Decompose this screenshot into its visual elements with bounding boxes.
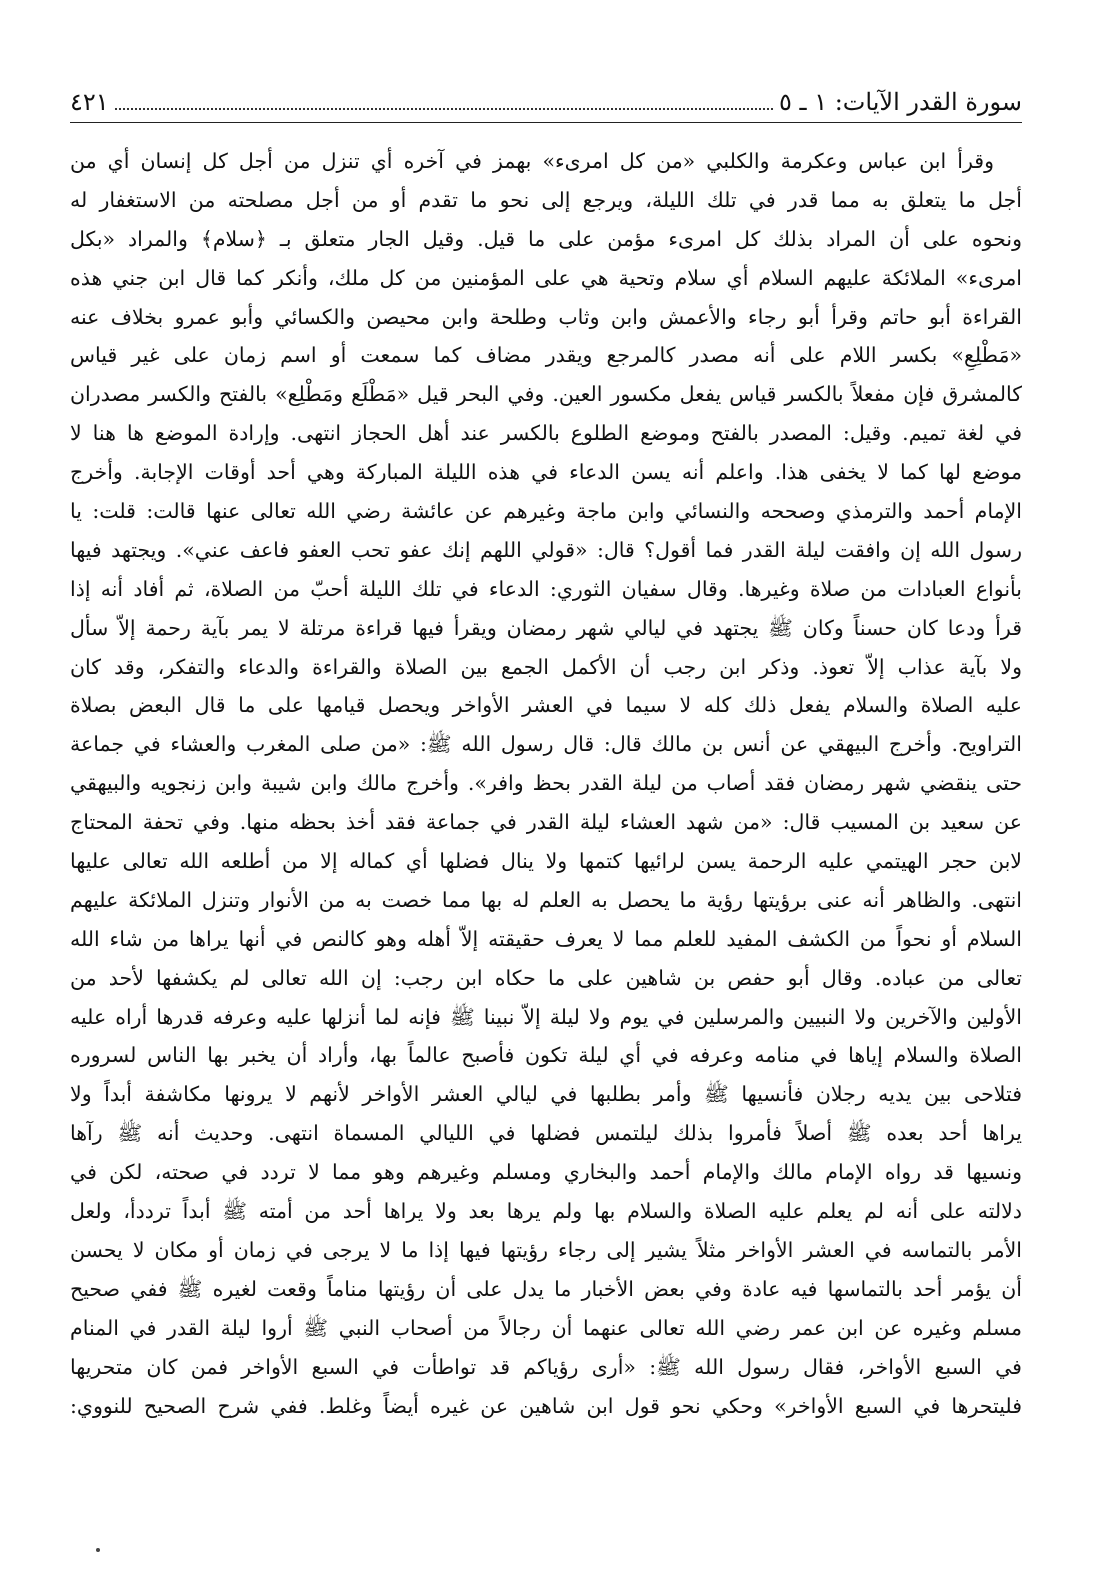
text-line: السلام أو نحواً من الكشف المفيد للعلم مما لا يعرف حقيقته إلاّ أهله وهو كالنص في أنها يراها من شاء الله (70, 926, 1022, 951)
dotted-leader (115, 94, 773, 110)
text-line: حتى ينقضي شهر رمضان فقد أصاب من ليلة القدر بحظ وافر». وأخرج مالك وابن شيبة وابن زنجويه والبيهقي (70, 771, 1022, 796)
text-line: وقرأ ابن عباس وعكرمة والكلبي «من كل امرىء» بهمز في آخره أي تنزل من أجل كل إنسان أي من (70, 149, 994, 173)
text-line: الإمام أحمد والترمذي وصححه والنسائي وابن ماجة وغيرهم عن عائشة رضي الله تعالى عنها قالت: قلت: يا (70, 499, 1022, 524)
text-line: لابن حجر الهيتمي عليه الرحمة يسن لرائيها كتمها ولا ينال فضلها أي كماله إلا من أطلعه الله تعالى عليها (70, 849, 1022, 874)
text-line: يراها أحد بعده ﷺ أصلاً فأمروا بذلك ليلتمس فضلها في الليالي المسماة انتهى. وحديث أنه ﷺ رآها (70, 1121, 1022, 1146)
body-text (70, 142, 1022, 1425)
text-line: في السبع الأواخر، فقال رسول الله ﷺ: «أرى رؤياكم قد تواطأت في السبع الأواخر فمن كان متحريها (70, 1354, 1022, 1379)
running-header (70, 82, 1022, 123)
text-line: القراءة أبو حاتم وقرأ أبو رجاء والأعمش وابن وثاب وطلحة وابن محيصن والكسائي وأبو عمرو بخلاف عنه (70, 304, 1022, 329)
text-line: فتلاحى بين يديه رجلان فأنسيها ﷺ وأمر بطلبها في ليالي العشر الأواخر لأنهم لا يرونها مكاشفة أبداً ولا (70, 1082, 1022, 1107)
page-number: ٤٢١ (70, 88, 109, 116)
text-line: رسول الله إن وافقت ليلة القدر فما أقول؟ قال: «قولي اللهم إنك عفو تحب العفو فاعف عني». ويجتهد فيها (70, 537, 1022, 562)
text-line: امرىء» الملائكة عليهم السلام أي سلام وتحية هي على المؤمنين من كل ملك، وأنكر كما قال ابن جني هذه (70, 265, 1022, 290)
text-line: الصلاة والسلام إياها في منامه وعرفه في أي ليلة تكون فأصبح عالماً بها، وأراد أن يخبر بها الناس لسروره (70, 1043, 1022, 1068)
text-line: كالمشرق فإن مفعلاً بالكسر قياس يفعل مكسور العين. وفي البحر قيل «مَطْلَع ومَطْلِع» بالفتح والكسر مصدران (70, 382, 1022, 407)
text-line: دلالته على أنه لم يعلم عليه الصلاة والسلام بها ولم يرها بعد ولا يراها أحد من أمته ﷺ أبداً ترددأ، ولعل (70, 1199, 1022, 1224)
text-line: أن يؤمر أحد بالتماسها فيه عادة وفي بعض الأخبار ما يدل على أن رؤيتها مناماً وقعت لغيره ﷺ ففي صحيح (70, 1276, 1022, 1301)
text-line: موضع لها كما لا يخفى هذا. واعلم أنه يسن الدعاء في هذه الليلة المباركة وهي أحد أوقات الإجابة. وأخرج (70, 460, 1022, 485)
text-line: انتهى. والظاهر أنه عنى برؤيتها رؤية ما يحصل به العلم له بها مما خصت به من الأنوار وتنزل الملائكة عليهم (70, 887, 1022, 912)
text-line: «مَطْلِعِ» بكسر اللام على أنه مصدر كالمرجع ويقدر مضاف كما سمعت أو اسم زمان على غير قياس (70, 343, 1022, 368)
text-line: الأولين والآخرين ولا النبيين والمرسلين في يوم ولا ليلة إلاّ نبينا ﷺ فإنه لما أنزلها عليه وعرفه قدرها أراه عليه (70, 1004, 1022, 1029)
text-line: بأنواع العبادات من صلاة وغيرها. وقال سفيان الثوري: الدعاء في تلك الليلة أحبّ من الصلاة، ثم أفاد أنه إذا (70, 576, 1022, 601)
text-line: التراويح. وأخرج البيهقي عن أنس بن مالك قال: قال رسول الله ﷺ: «من صلى المغرب والعشاء في جماعة (70, 732, 1022, 757)
header-title: سورة القدر الآيات: ١ ـ ٥ (779, 88, 1022, 116)
text-line: عن سعيد بن المسيب قال: «من شهد العشاء ليلة القدر في جماعة فقد أخذ بحظه منها. وفي تحفة المحتاج (70, 810, 1022, 835)
text-line: تعالى من عباده. وقال أبو حفص بن شاهين على ما حكاه ابن رجب: إن الله تعالى لم يكشفها لأحد من (70, 965, 1022, 990)
text-line: في لغة تميم. وقيل: المصدر بالفتح وموضع الطلوع بالكسر عند أهل الحجاز انتهى. وإرادة الموضع ها هنا لا (70, 421, 1022, 446)
text-line: ونحوه على أن المراد بذلك كل امرىء مؤمن على ما قيل. وقيل الجار متعلق بـ ﴿سلام﴾ والمراد «بكل (70, 226, 1022, 251)
scan-speck (96, 1548, 100, 1552)
text-line: فليتحرها في السبع الأواخر» وحكي نحو قول ابن شاهين عن غيره أيضاً وغلط. ففي شرح الصحيح للنووي: (70, 1393, 1022, 1418)
text-line: عليه الصلاة والسلام يفعل ذلك كله لا سيما في العشر الأواخر ويحصل قيامها على ما قال البعض بصلاة (70, 693, 1022, 718)
text-line: أجل ما يتعلق به مما قدر في تلك الليلة، ويرجع إلى نحو ما تقدم أو من أجل مصلحته من الاستغفار له (70, 187, 1022, 212)
text-line: ولا بآية عذاب إلاّ تعوذ. وذكر ابن رجب أن الأكمل الجمع بين الصلاة والقراءة والدعاء والتفكر، وقد كان (70, 654, 1022, 679)
text-line: قرأ ودعا كان حسناً وكان ﷺ يجتهد في ليالي شهر رمضان ويقرأ فيها قراءة مرتلة لا يمر بآية رحمة إلاّ سأل (70, 615, 1022, 640)
text-line: ونسيها قد رواه الإمام مالك والإمام أحمد والبخاري ومسلم وغيرهم وهو مما لا تردد في صحته، لكن في (70, 1160, 1022, 1185)
text-line: مسلم وغيره عن ابن عمر رضي الله تعالى عنهما أن رجالاً من أصحاب النبي ﷺ أروا ليلة القدر في المنام (70, 1315, 1022, 1340)
text-line: الأمر بالتماسه في العشر الأواخر مثلاً يشير إلى رجاء رؤيتها فيها إذا ما لا يرجى في زمان أو مكان لا يحسن (70, 1237, 1022, 1262)
